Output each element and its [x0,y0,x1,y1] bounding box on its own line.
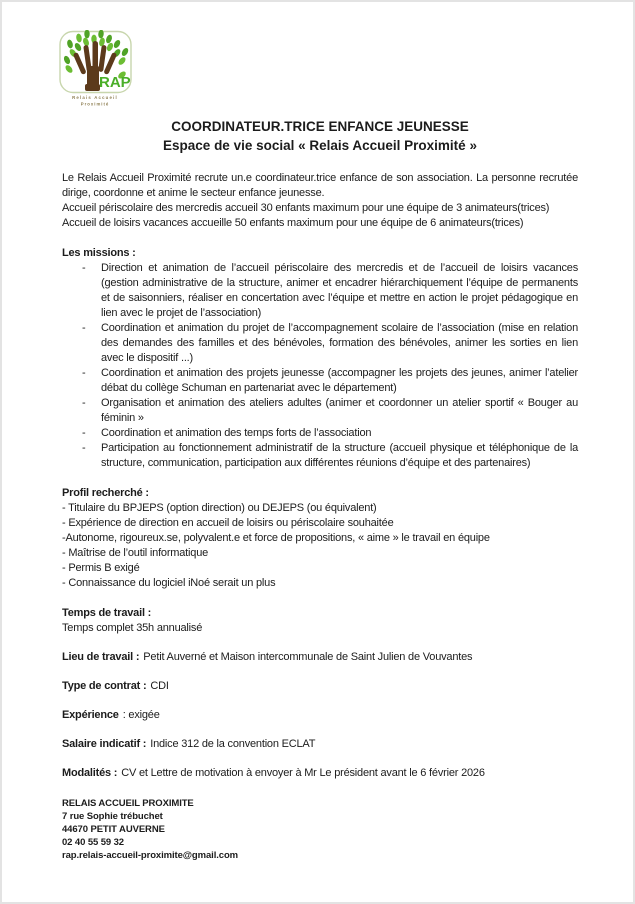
mission-item [62,441,578,471]
mission-item-text: Participation au fonctionnement administratif de la structure (accueil physique et téléphonique de la structure, communication, participation aux différentes réunions d’équipe et des partenaires) [101,442,578,469]
contact-street: 7 rue Sophie trébuchet [62,811,163,822]
bullet-dash: - [82,397,86,409]
detail-modalites [62,766,578,781]
missions-heading: Les missions : [62,247,136,259]
worktime-heading: Temps de travail : [62,607,152,619]
profile-item: - Expérience de direction en accueil de loisirs ou périscolaire souhaitée [62,517,394,529]
detail-value: CDI [150,680,169,692]
detail-label: Type de contrat : [62,680,147,692]
detail-value: : exigée [122,709,160,721]
profile-item: -Autonome, rigoureux.se, polyvalent.e et force de propositions, « aime » le travail en équipe [62,532,490,544]
rap-logo [58,30,138,113]
logo-acronym: RAP [99,74,131,91]
detail-label: Modalités : [62,767,118,779]
detail-experience [62,708,578,723]
bullet-dash: - [82,262,86,274]
bullet-dash: - [82,442,86,454]
detail-label: Lieu de travail : [62,651,140,663]
contact-org-name: RELAIS ACCUEIL PROXIMITE [62,798,194,809]
mission-item-text: Organisation et animation des ateliers adultes (animer et coordonner un atelier sportif « Bouger au féminin » [101,397,578,424]
mission-item [62,321,578,366]
mission-item-text: Coordination et animation des projets jeunesse (accompagner les projets des jeunes, animer l’atelier débat du collège Schuman en partenariat avec le département) [101,367,578,394]
detail-value: Petit Auverné et Maison intercommunale de Saint Julien de Vouvantes [143,651,473,663]
detail-salaire [62,737,578,752]
missions-list [62,261,578,471]
mission-item [62,366,578,396]
mission-item-text: Coordination et animation des temps forts de l’association [101,427,372,439]
contact-email: rap.relais-accueil-proximite@gmail.com [62,850,238,861]
job-title-line1: COORDINATEUR.TRICE ENFANCE JEUNESSE [171,119,469,134]
profile-heading: Profil recherché : [62,487,149,499]
intro-section [62,171,578,231]
mission-item [62,261,578,321]
job-title-line2: Espace de vie social « Relais Accueil Proximité » [163,138,477,153]
detail-type-de-contrat [62,679,578,694]
mission-item [62,396,578,426]
detail-lieu-de-travail [62,650,578,665]
mission-item-text: Direction et animation de l’accueil périscolaire des mercredis et de l’accueil de loisirs vacances (gestion administrative de la structure, animer et encadrer hiérarchiquement l’équipe de permanents et de saisonniers, réaliser en concertation avec l’équipe et mettre en action le projet pédagogique en lien avec le projet de l’association) [101,262,578,319]
mission-item-text: Coordination et animation du projet de l’accompagnement scolaire de l’association (mise en relation des demandes des familles et des bénévoles, formation des bénévoles, animer les sorties en lien avec le dispositif ...) [101,322,578,364]
profile-item: - Maîtrise de l’outil informatique [62,547,209,559]
mission-item [62,426,578,441]
document-body [2,117,633,862]
intro-paragraph: Le Relais Accueil Proximité recrute un.e coordinateur.trice enfance de son association. La personne recrutée dirige, coordonne et anime le secteur enfance jeunesse. [62,172,578,199]
job-title [62,117,578,155]
rap-tree-logo-icon [58,30,136,108]
detail-label: Expérience [62,709,119,721]
intro-line-loisirs: Accueil de loisirs vacances accueille 50 enfants maximum pour une équipe de 6 animateurs(trices) [62,217,524,229]
bullet-dash: - [82,322,86,334]
logo-caption-line1: Relais Accueil [72,95,118,100]
contact-phone: 02 40 55 59 32 [62,837,124,848]
profile-item: - Permis B exigé [62,562,140,574]
contact-city: 44670 PETIT AUVERNE [62,824,165,835]
detail-label: Salaire indicatif : [62,738,147,750]
detail-value: CV et Lettre de motivation à envoyer à Mr Le président avant le 6 février 2026 [121,767,485,779]
bullet-dash: - [82,427,86,439]
contact-block [62,797,578,862]
intro-line-periscolaire: Accueil périscolaire des mercredis accueil 30 enfants maximum pour une équipe de 3 animateurs(trices) [62,202,550,214]
bullet-dash: - [82,367,86,379]
logo-caption-line2: Proximité [80,101,110,107]
profile-item: - Titulaire du BPJEPS (option direction) ou DEJEPS (ou équivalent) [62,502,377,514]
profile-item: - Connaissance du logiciel iNoé serait un plus [62,577,276,589]
worktime-value: Temps complet 35h annualisé [62,622,203,634]
detail-value: Indice 312 de la convention ECLAT [150,738,316,750]
profile-section [62,501,578,591]
